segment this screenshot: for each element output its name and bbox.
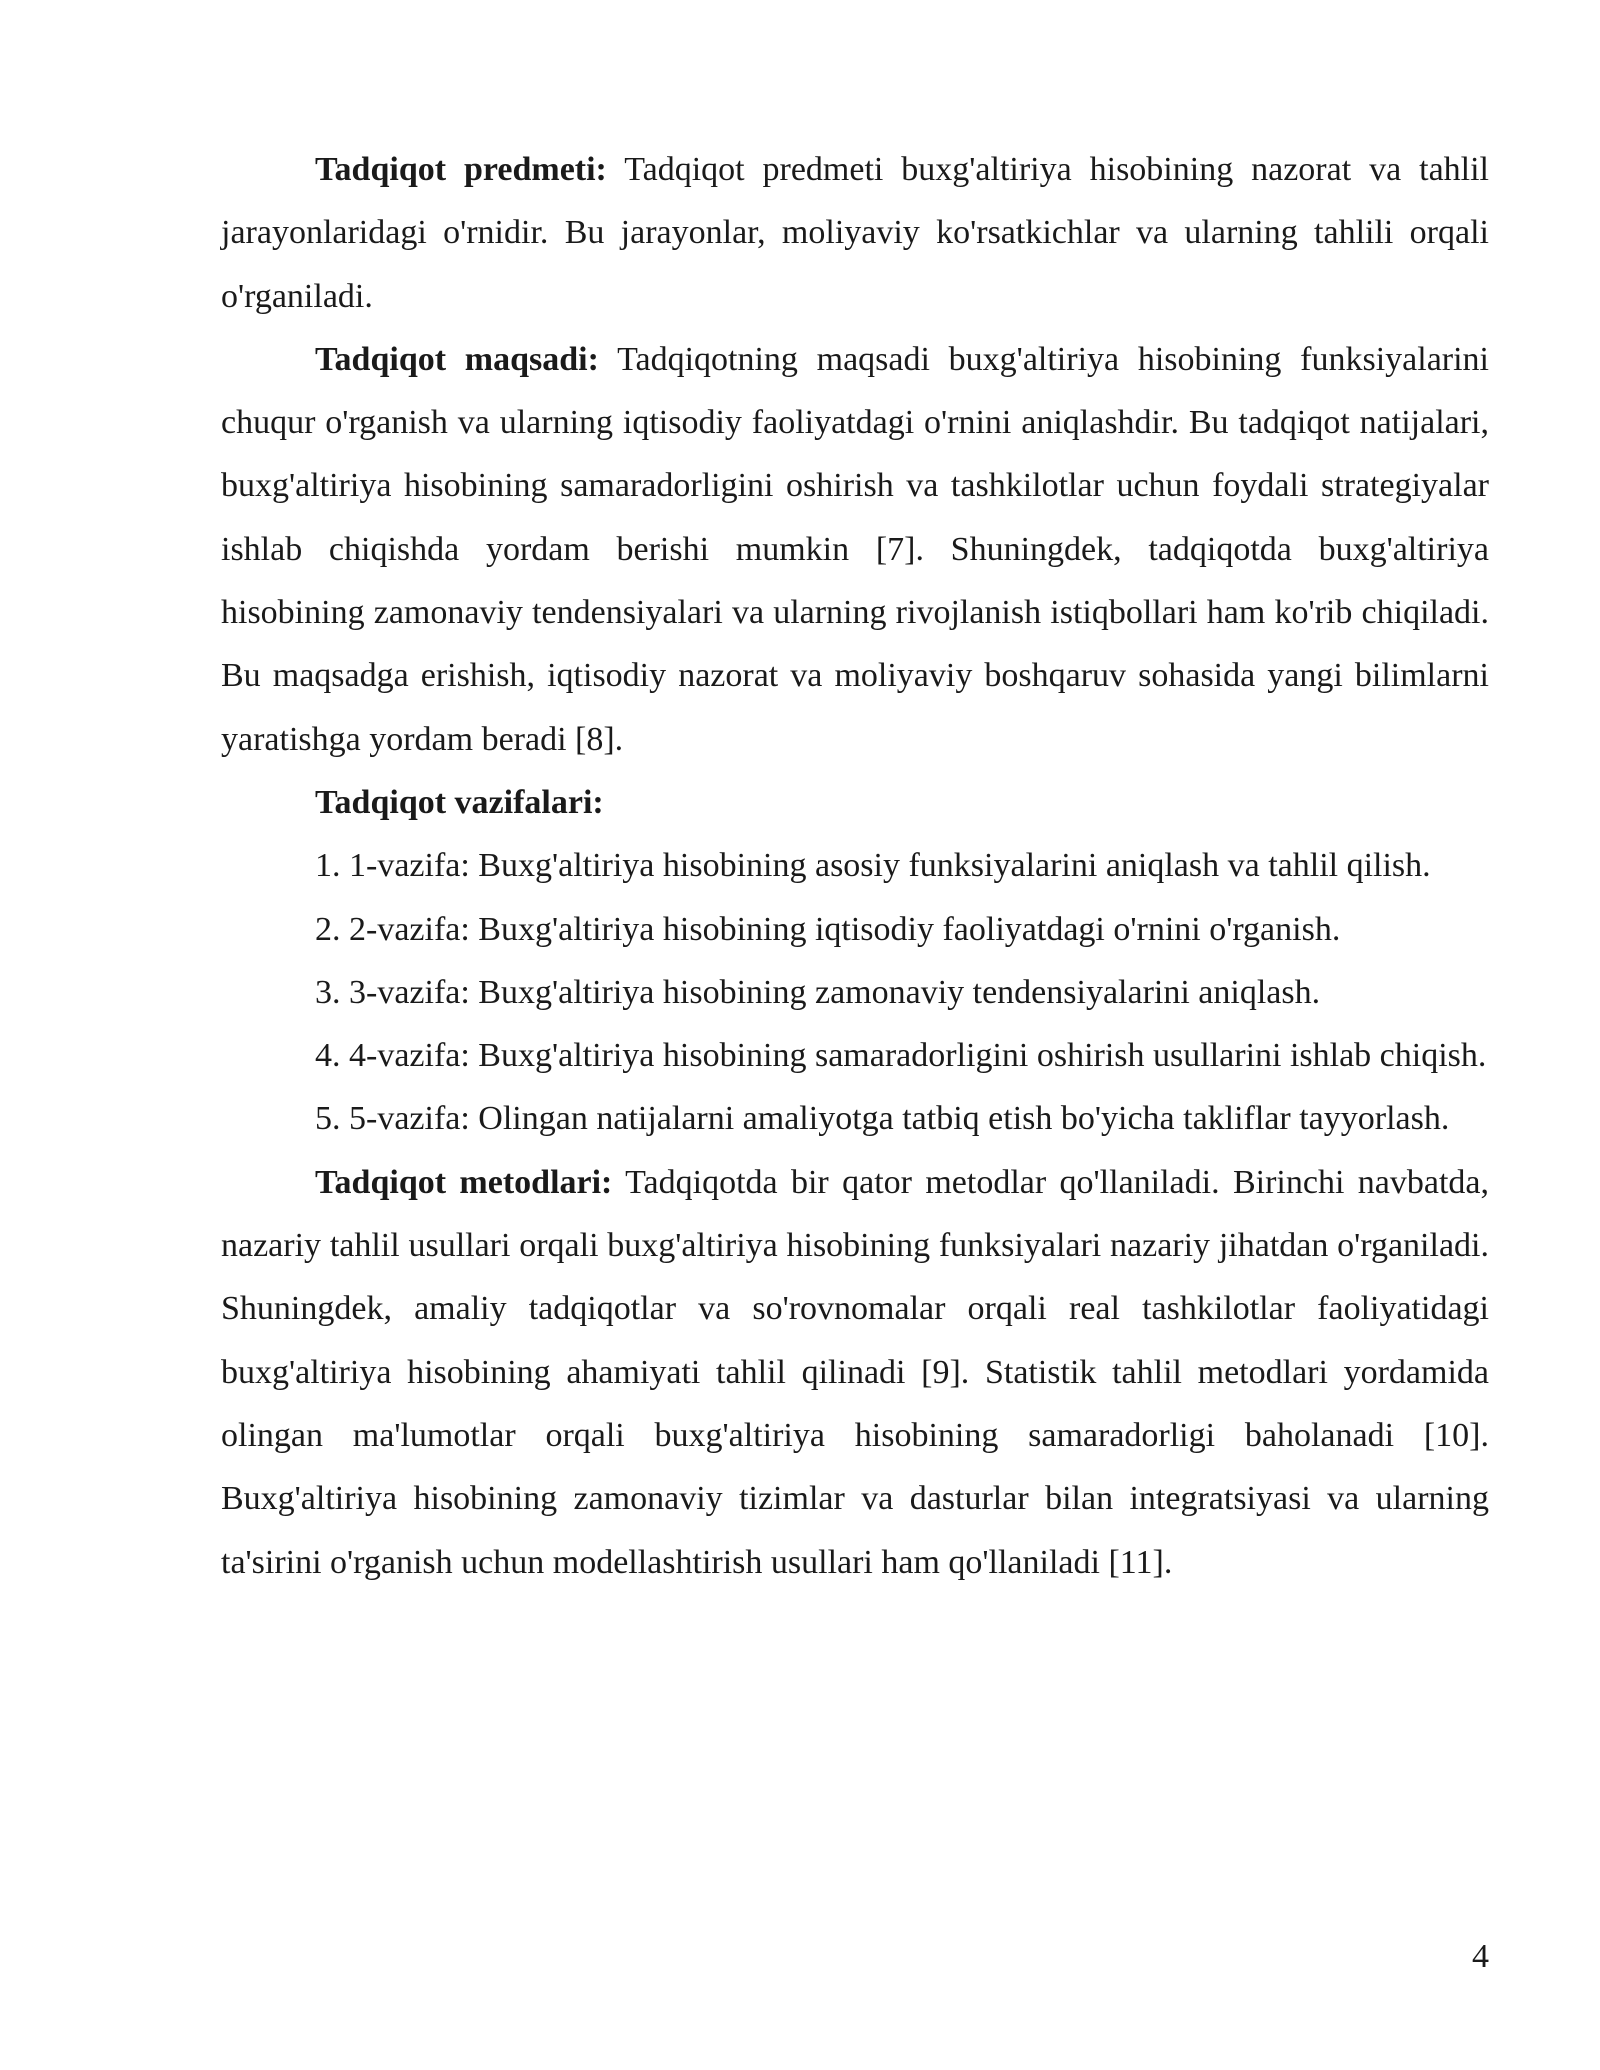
list-item: 1. 1-vazifa: Buxg'altiriya hisobining asosiy funksiyalarini aniqlash va tahlil qilish. [315,847,1431,885]
methods-paragraph [221,1151,1489,1594]
methods-text: Tadqiqotda bir qator metodlar qo'llaniladi. Birinchi navbatda, nazariy tahlil usullari orqali buxg'altiriya hisobining funksiyalari nazariy jihatdan o'rganiladi. Shuningdek, amaliy tadqiqotlar va so'rovnomalar orqali real tashkilotlar faoliyatidagi buxg'altiriya hisobining ahamiyati tahlil qilinadi [9]. Statistik tahlil metodlari yordamida olingan ma'lumotlar orqali buxg'altiriya hisobining samaradorligi baholanadi [10]. Buxg'altiriya hisobining zamonaviy tizimlar va dasturlar bilan integratsiyasi va ularning ta'sirini o'rganish uchun modellashtirish usullari ham qo'llaniladi [11]. [221,1163,1489,1581]
tasks-label: Tadqiqot vazifalari: [315,783,604,821]
goal-text: Tadqiqotning maqsadi buxg'altiriya hisobining funksiyalarini chuqur o'rganish va ularning iqtisodiy faoliyatdagi o'rnini aniqlashdir. Bu tadqiqot natijalari, buxg'altiriya hisobining samaradorligini oshirish va tashkilotlar uchun foydali strategiyalar ishlab chiqishda yordam berishi mumkin [7]. Shuningdek, tadqiqotda buxg'altiriya hisobining zamonaviy tendensiyalari va ularning rivojlanish istiqbollari ham ko'rib chiqiladi. Bu maqsadga erishish, iqtisodiy nazorat va moliyaviy boshqaruv sohasida yangi bilimlarni yaratishga yordam beradi [8]. [221,340,1489,758]
subject-paragraph [221,138,1489,328]
tasks-heading-paragraph [221,771,1489,834]
page-number: 4 [1472,1938,1489,1975]
goal-label: Tadqiqot maqsadi: [315,340,599,378]
methods-label: Tadqiqot metodlari: [315,1163,613,1201]
list-item: 5. 5-vazifa: Olingan natijalarni amaliyotga tatbiq etish bo'yicha takliflar tayyorlash. [315,1100,1450,1138]
list-item: 2. 2-vazifa: Buxg'altiriya hisobining iqtisodiy faoliyatdagi o'rnini o'rganish. [315,910,1341,948]
document-page [221,138,1489,1594]
goal-paragraph [221,328,1489,771]
subject-label: Tadqiqot predmeti: [315,151,607,188]
list-item: 3. 3-vazifa: Buxg'altiriya hisobining zamonaviy tendensiyalarini aniqlash. [315,973,1321,1011]
subject-text: Tadqiqot predmeti buxg'altiriya hisobining nazorat va tahlil jarayonlaridagi o'rnidir. Bu jarayonlar, moliyaviy ko'rsatkichlar va ularning tahlili orqali o'rganiladi. [221,151,1489,315]
list-item: 4. 4-vazifa: Buxg'altiriya hisobining samaradorligini oshirish usullarini ishlab chiqish. [315,1037,1487,1075]
tasks-list [221,834,1489,1150]
